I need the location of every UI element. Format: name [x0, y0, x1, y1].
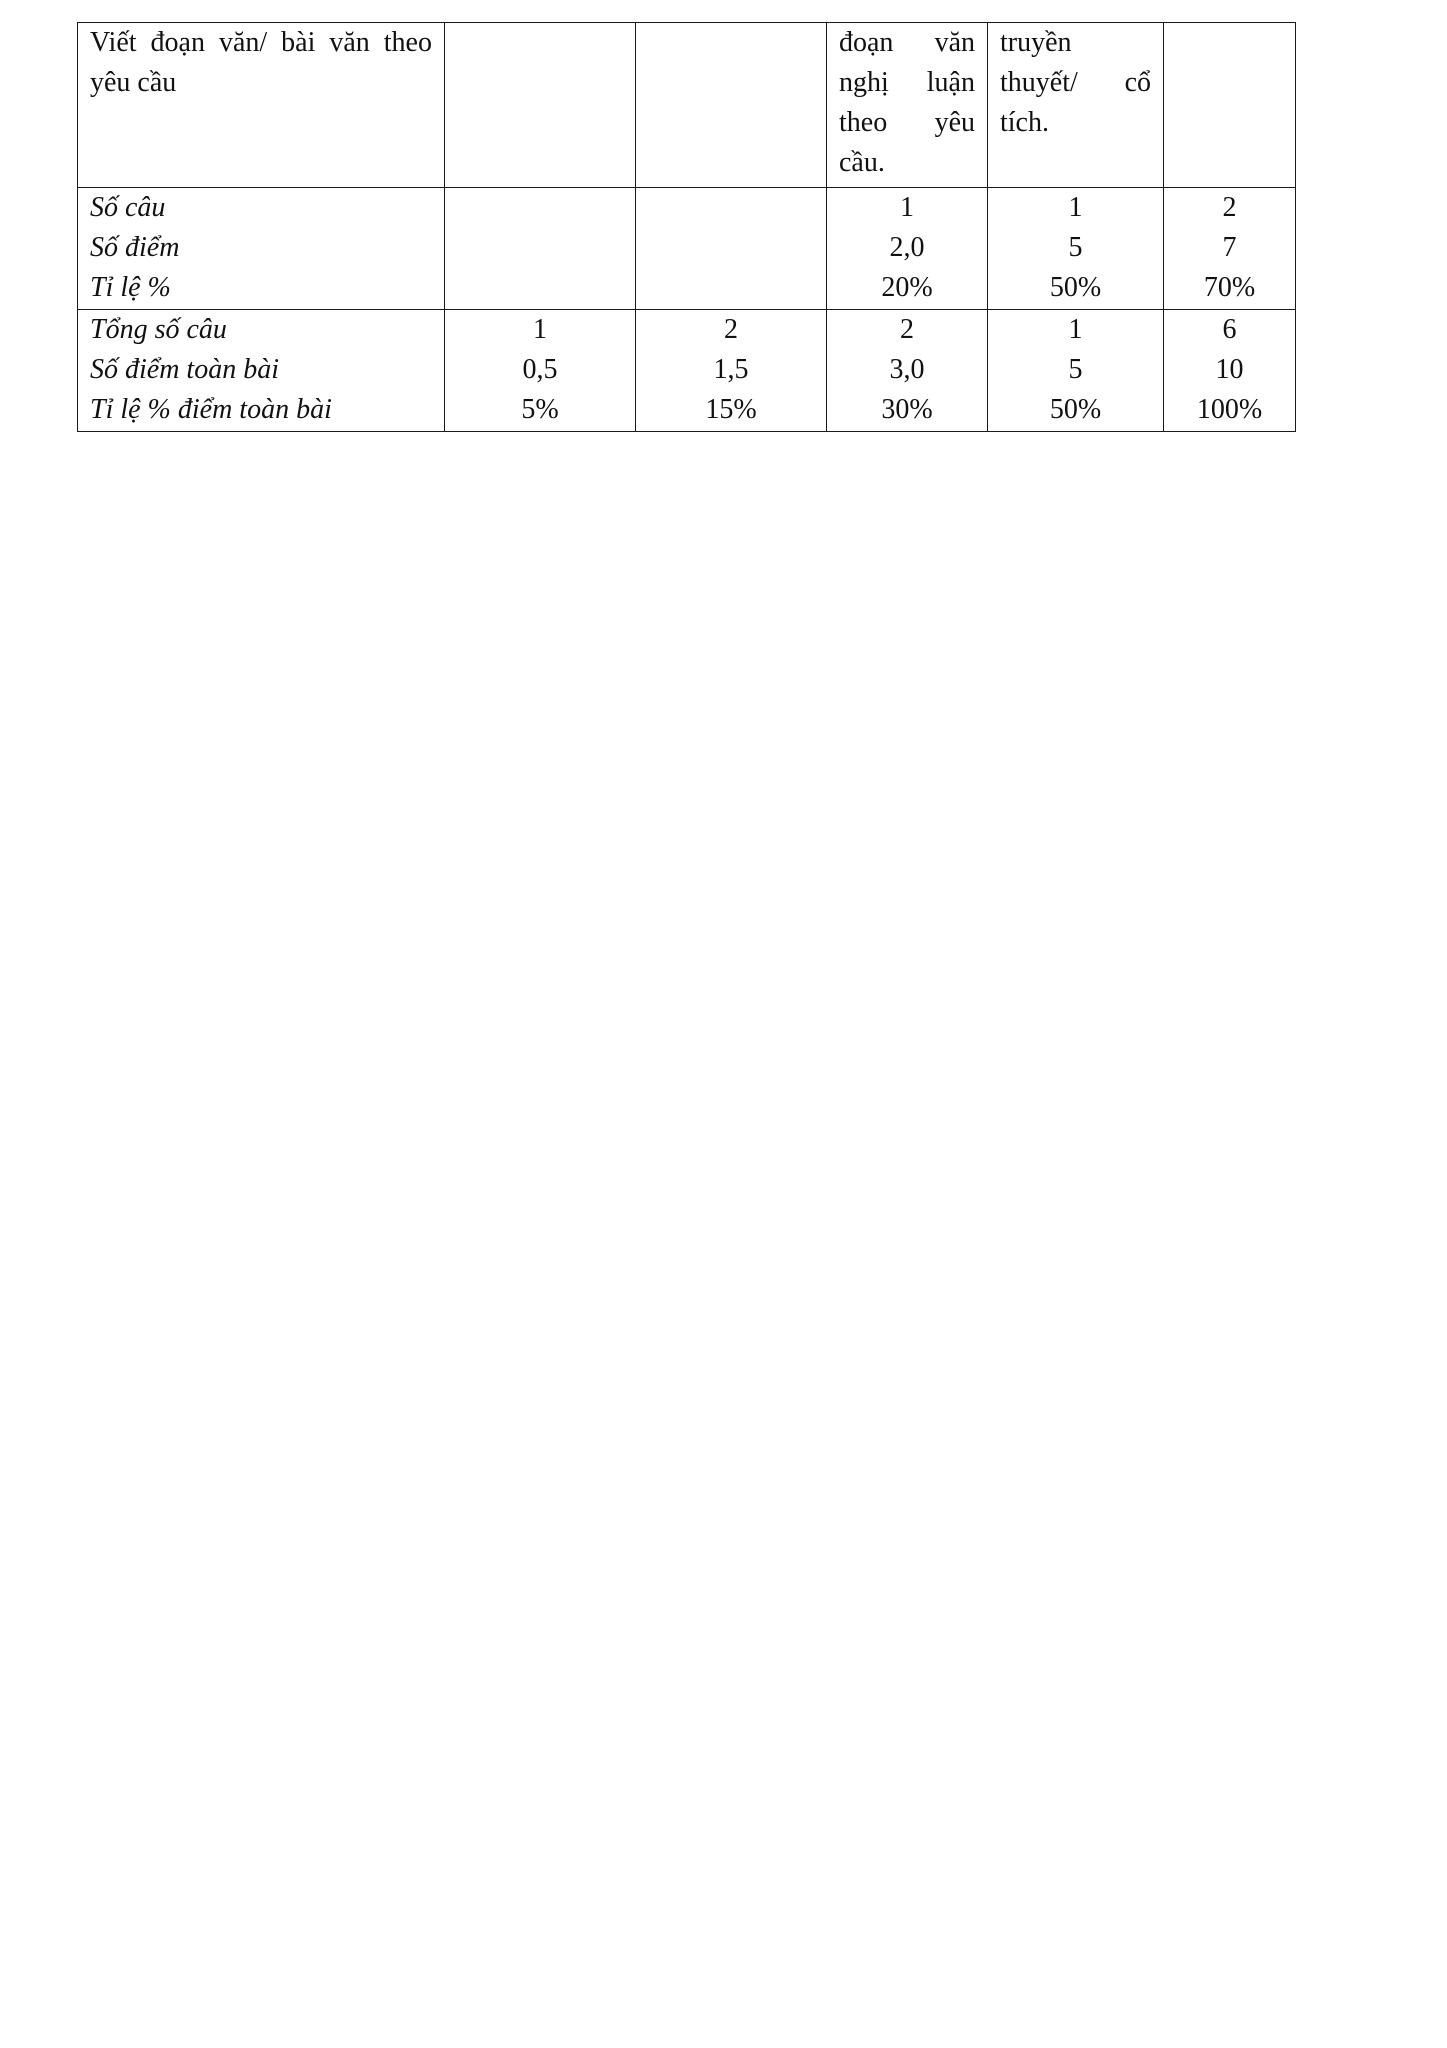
task-col4-line-1: đoạn văn — [839, 27, 975, 58]
subtotal-label-questions: Số câu — [90, 192, 166, 223]
task-col4-line-2: nghị luận — [839, 67, 975, 98]
total-col3-questions: 2 — [724, 314, 738, 345]
subtotal-col6-questions: 2 — [1222, 192, 1237, 223]
task-col5-cell — [988, 23, 1164, 188]
total-col5-percent: 50% — [1049, 394, 1102, 425]
task-col4-cell — [827, 23, 988, 188]
total-col4-points: 3,0 — [889, 354, 925, 385]
exam-matrix-table — [77, 22, 1296, 432]
total-col3-cell — [636, 310, 827, 432]
empty-cell — [636, 188, 827, 310]
subtotal-col6-cell — [1164, 188, 1296, 310]
task-col4-line-4: cầu. — [839, 147, 885, 178]
task-col5-line-1: truyền — [1000, 27, 1072, 58]
total-col2-questions: 1 — [533, 314, 547, 345]
total-col6-cell — [1164, 310, 1296, 432]
subtotal-col5-cell — [988, 188, 1164, 310]
total-label-points: Số điểm toàn bài — [90, 354, 279, 385]
subtotal-col4-percent: 20% — [881, 272, 933, 303]
total-col2-points: 0,5 — [522, 354, 558, 385]
subtotal-col5-questions: 1 — [1068, 192, 1083, 223]
subtotal-col6-percent: 70% — [1203, 272, 1256, 303]
subtotal-label-cell — [78, 188, 445, 310]
total-col4-questions: 2 — [900, 314, 914, 345]
subtotal-label-points: Số điểm — [90, 232, 180, 263]
subtotal-col6-points: 7 — [1222, 232, 1237, 263]
total-col4-percent: 30% — [881, 394, 933, 425]
subtotal-row — [78, 188, 1296, 310]
total-row — [78, 310, 1296, 432]
subtotal-col5-points: 5 — [1068, 232, 1083, 263]
total-col5-cell — [988, 310, 1164, 432]
empty-cell — [636, 23, 827, 188]
subtotal-label-percent: Tỉ lệ % — [90, 272, 171, 303]
total-col2-cell — [445, 310, 636, 432]
total-col4-cell — [827, 310, 988, 432]
total-col3-percent: 15% — [705, 394, 757, 425]
total-label-percent: Tỉ lệ % điểm toàn bài — [90, 394, 332, 425]
total-col6-percent: 100% — [1196, 394, 1263, 425]
empty-cell — [445, 23, 636, 188]
total-label-cell — [78, 310, 445, 432]
task-label-cell — [78, 23, 445, 188]
task-col4-line-3: theo yêu — [839, 107, 975, 138]
total-col6-points: 10 — [1215, 354, 1244, 385]
task-col5-line-3: tích. — [1000, 107, 1049, 138]
total-col6-questions: 6 — [1222, 314, 1237, 345]
total-col3-points: 1,5 — [713, 354, 749, 385]
total-col2-percent: 5% — [521, 394, 559, 425]
empty-cell — [1164, 23, 1296, 188]
subtotal-col4-cell — [827, 188, 988, 310]
task-label-line-2: yêu cầu — [90, 67, 177, 98]
task-col5-line-2: thuyết/ cổ — [1000, 67, 1151, 98]
empty-cell — [445, 188, 636, 310]
task-row — [78, 23, 1296, 188]
subtotal-col5-percent: 50% — [1049, 272, 1102, 303]
total-col5-questions: 1 — [1068, 314, 1083, 345]
subtotal-col4-questions: 1 — [900, 192, 914, 223]
subtotal-col4-points: 2,0 — [889, 232, 925, 263]
task-label-line-1: Viết đoạn văn/ bài văn theo — [90, 27, 432, 58]
total-label-questions: Tổng số câu — [90, 314, 227, 345]
total-col5-points: 5 — [1068, 354, 1083, 385]
